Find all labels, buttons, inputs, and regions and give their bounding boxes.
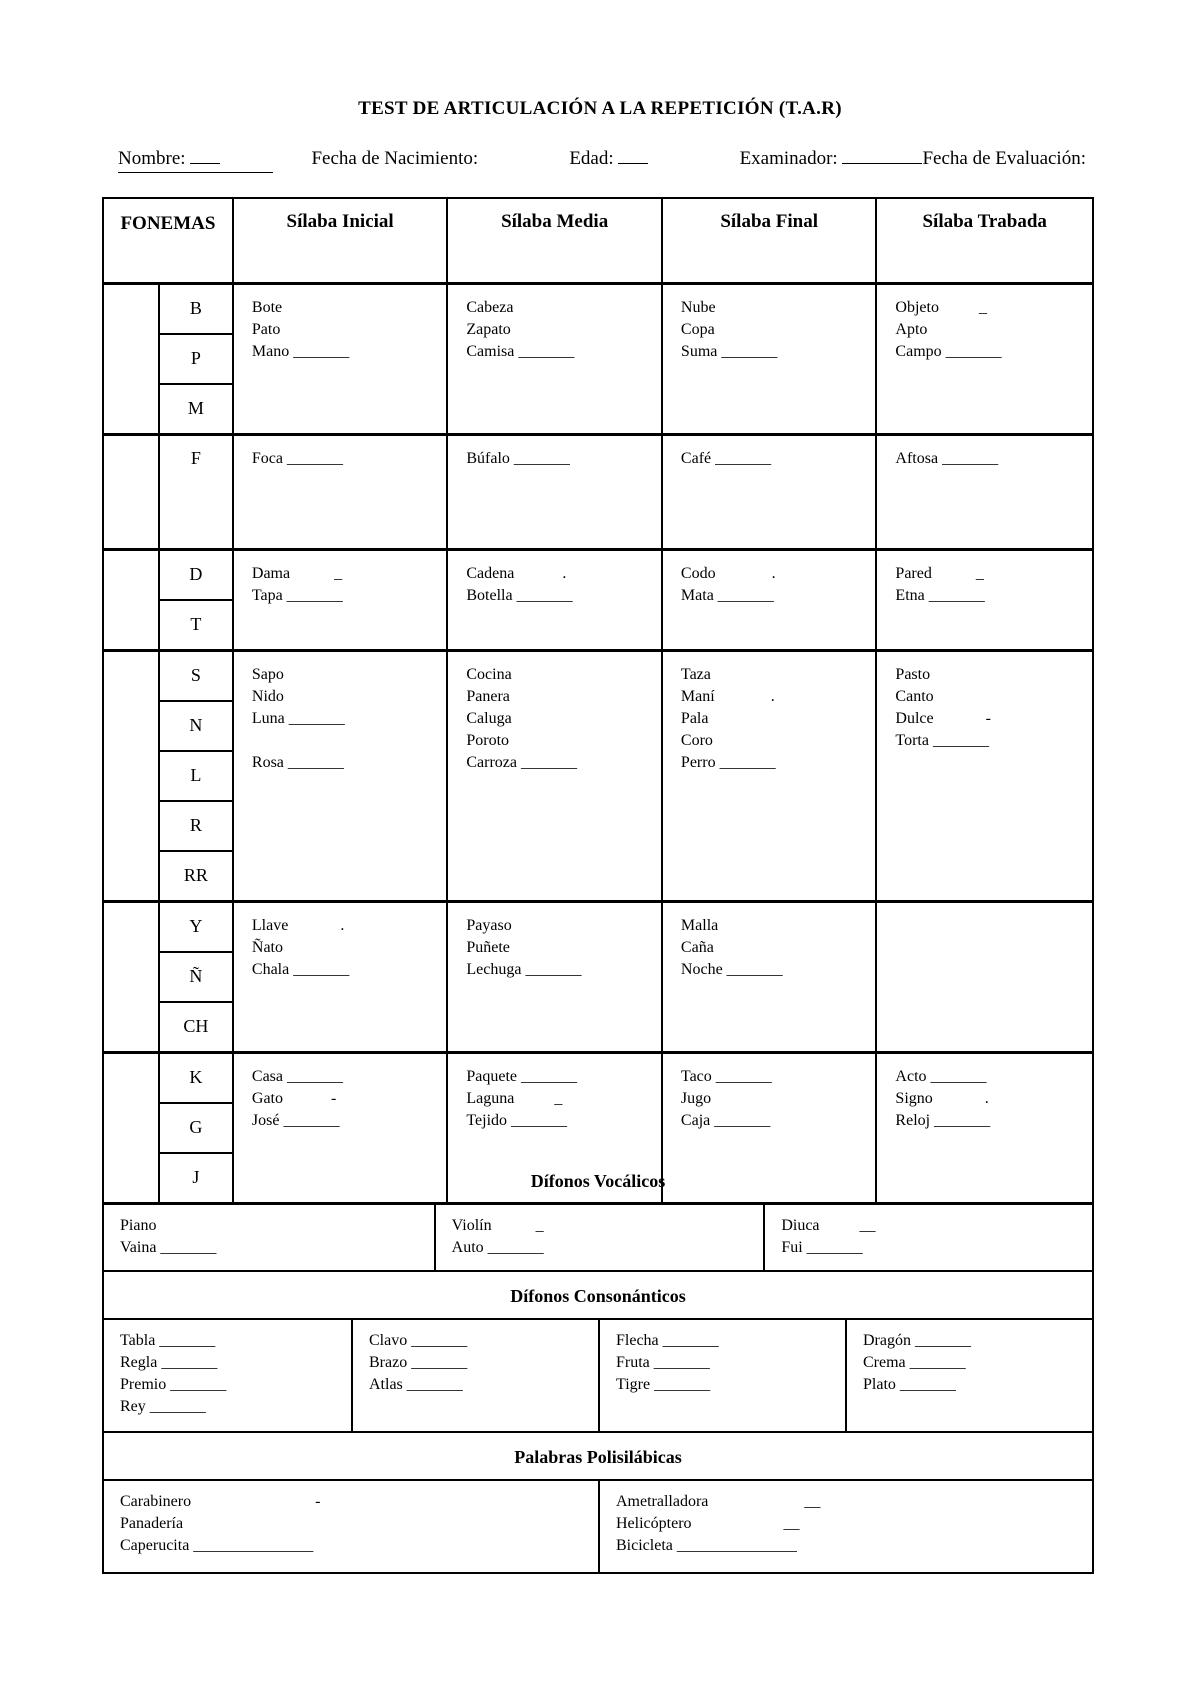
words-media-cell: Cabeza Zapato Camisa _______ [447,284,662,435]
edad-field[interactable] [618,149,648,164]
words-trabada-cell: Objeto _ Apto Campo _______ [876,284,1093,435]
words-inicial-cell: Foca _______ [233,435,447,550]
fonema-cell: R [159,801,233,851]
column-header-media: Sílaba Media [447,198,662,284]
fonema-cell: L [159,751,233,801]
table-header-row [103,198,1093,284]
words-final-cell: Taza Maní . Pala Coro Perro _______ [662,651,877,902]
fecha-evaluacion-field[interactable] [118,172,273,173]
fonema-cell: G [159,1103,233,1153]
column-header-inicial: Sílaba Inicial [233,198,447,284]
difonos-consonanticos-col-2: Clavo _______ Brazo _______ Atlas _______ [351,1320,598,1431]
fonema-cell: Y [159,902,233,953]
edad-label: Edad: [569,148,648,170]
table-row [103,435,1093,550]
words-media-cell: Payaso Puñete Lechuga _______ [447,902,662,1053]
group-marker-cell [103,435,159,550]
fonema-cell: S [159,651,233,702]
header-fields [118,148,1086,170]
nombre-field[interactable] [190,149,220,164]
fonema-cell: N [159,701,233,751]
fonema-cell: Ñ [159,952,233,1002]
fecha-nacimiento-label: Fecha de Nacimiento: [311,148,479,169]
fonema-cell: D [159,550,233,601]
table-row [103,284,1093,335]
difonos-consonanticos-col-4: Dragón _______ Crema _______ Plato _______ [845,1320,1092,1431]
fonema-cell: J [159,1153,233,1203]
words-inicial-cell: Llave . Ñato Chala _______ [233,902,447,1053]
group-marker-cell [103,651,159,902]
group-marker-cell [103,550,159,651]
words-media-cell: Cadena . Botella _______ [447,550,662,651]
words-final-cell: Codo . Mata _______ [662,550,877,651]
fonema-cell: K [159,1053,233,1104]
examinador-field[interactable] [842,149,922,164]
page-title: TEST DE ARTICULACIÓN A LA REPETICIÓN (T.A.R) [358,98,842,119]
words-trabada-cell: Aftosa _______ [876,435,1093,550]
fonema-cell: T [159,600,233,651]
words-trabada-cell: Pared _ Etna _______ [876,550,1093,651]
fonema-cell: F [159,435,233,550]
fonema-cell: B [159,284,233,335]
polisilabicas-col-2: Ametralladora __ Helicóptero __ Bicicleta _______________ [598,1481,1092,1572]
difonos-vocalicos-section [102,1157,1094,1574]
words-inicial-cell: Casa _______ Gato - José _______ [233,1053,447,1204]
column-header-final: Sílaba Final [662,198,877,284]
table-row [103,902,1093,953]
words-trabada-cell: Acto _______ Signo . Reloj _______ [876,1053,1093,1204]
fonema-cell: RR [159,851,233,902]
fonema-cell: M [159,384,233,435]
difonos-consonanticos-col-3: Flecha _______ Fruta _______ Tigre _______ [598,1320,845,1431]
nombre-label: Nombre: [118,148,220,170]
difonos-vocalicos-col-3: Diuca __ Fui _______ [763,1205,1092,1270]
polisilabicas-col-1: Carabinero - Panadería Caperucita _______________ [120,1493,321,1554]
words-inicial-cell: Bote Pato Mano _______ [233,284,447,435]
words-final-cell: Nube Copa Suma _______ [662,284,877,435]
group-marker-cell [103,902,159,1053]
words-inicial-cell: Dama _ Tapa _______ [233,550,447,651]
words-trabada-cell: Pasto Canto Dulce - Torta _______ [876,651,1093,902]
column-header-trabada: Sílaba Trabada [876,198,1093,284]
table-row [103,651,1093,702]
difonos-vocalicos-col-2: Violín _ Auto _______ [434,1205,764,1270]
words-trabada-cell [876,902,1093,1053]
group-marker-cell [103,284,159,435]
column-header-fonemas: FONEMAS [103,198,233,284]
words-media-cell: Paquete _______ Laguna _ Tejido _______ [447,1053,662,1204]
words-inicial-cell: Sapo Nido Luna _______ Rosa _______ [233,651,447,902]
articulation-table [102,197,1094,1204]
words-media-cell: Cocina Panera Caluga Poroto Carroza _______ [447,651,662,902]
words-media-cell: Búfalo _______ [447,435,662,550]
words-final-cell: Café _______ [662,435,877,550]
difonos-vocalicos-heading: Dífonos Vocálicos [102,1157,1094,1205]
table-row [103,550,1093,601]
difonos-vocalicos-col-1: Piano Vaina _______ [120,1217,217,1256]
fonema-cell: CH [159,1002,233,1053]
words-final-cell: Malla Caña Noche _______ [662,902,877,1053]
polisilabicas-heading: Palabras Polisilábicas [102,1433,1094,1481]
difonos-consonanticos-col-1: Tabla _______ Regla _______ Premio _______ Rey _______ [120,1332,227,1415]
fonema-cell: P [159,334,233,384]
words-final-cell: Taco _______ Jugo Caja _______ [662,1053,877,1204]
difonos-consonanticos-heading: Dífonos Consonánticos [102,1272,1094,1320]
table-row [103,1053,1093,1104]
examinador-label: Examinador: Fecha de Evaluación: [739,148,1086,169]
